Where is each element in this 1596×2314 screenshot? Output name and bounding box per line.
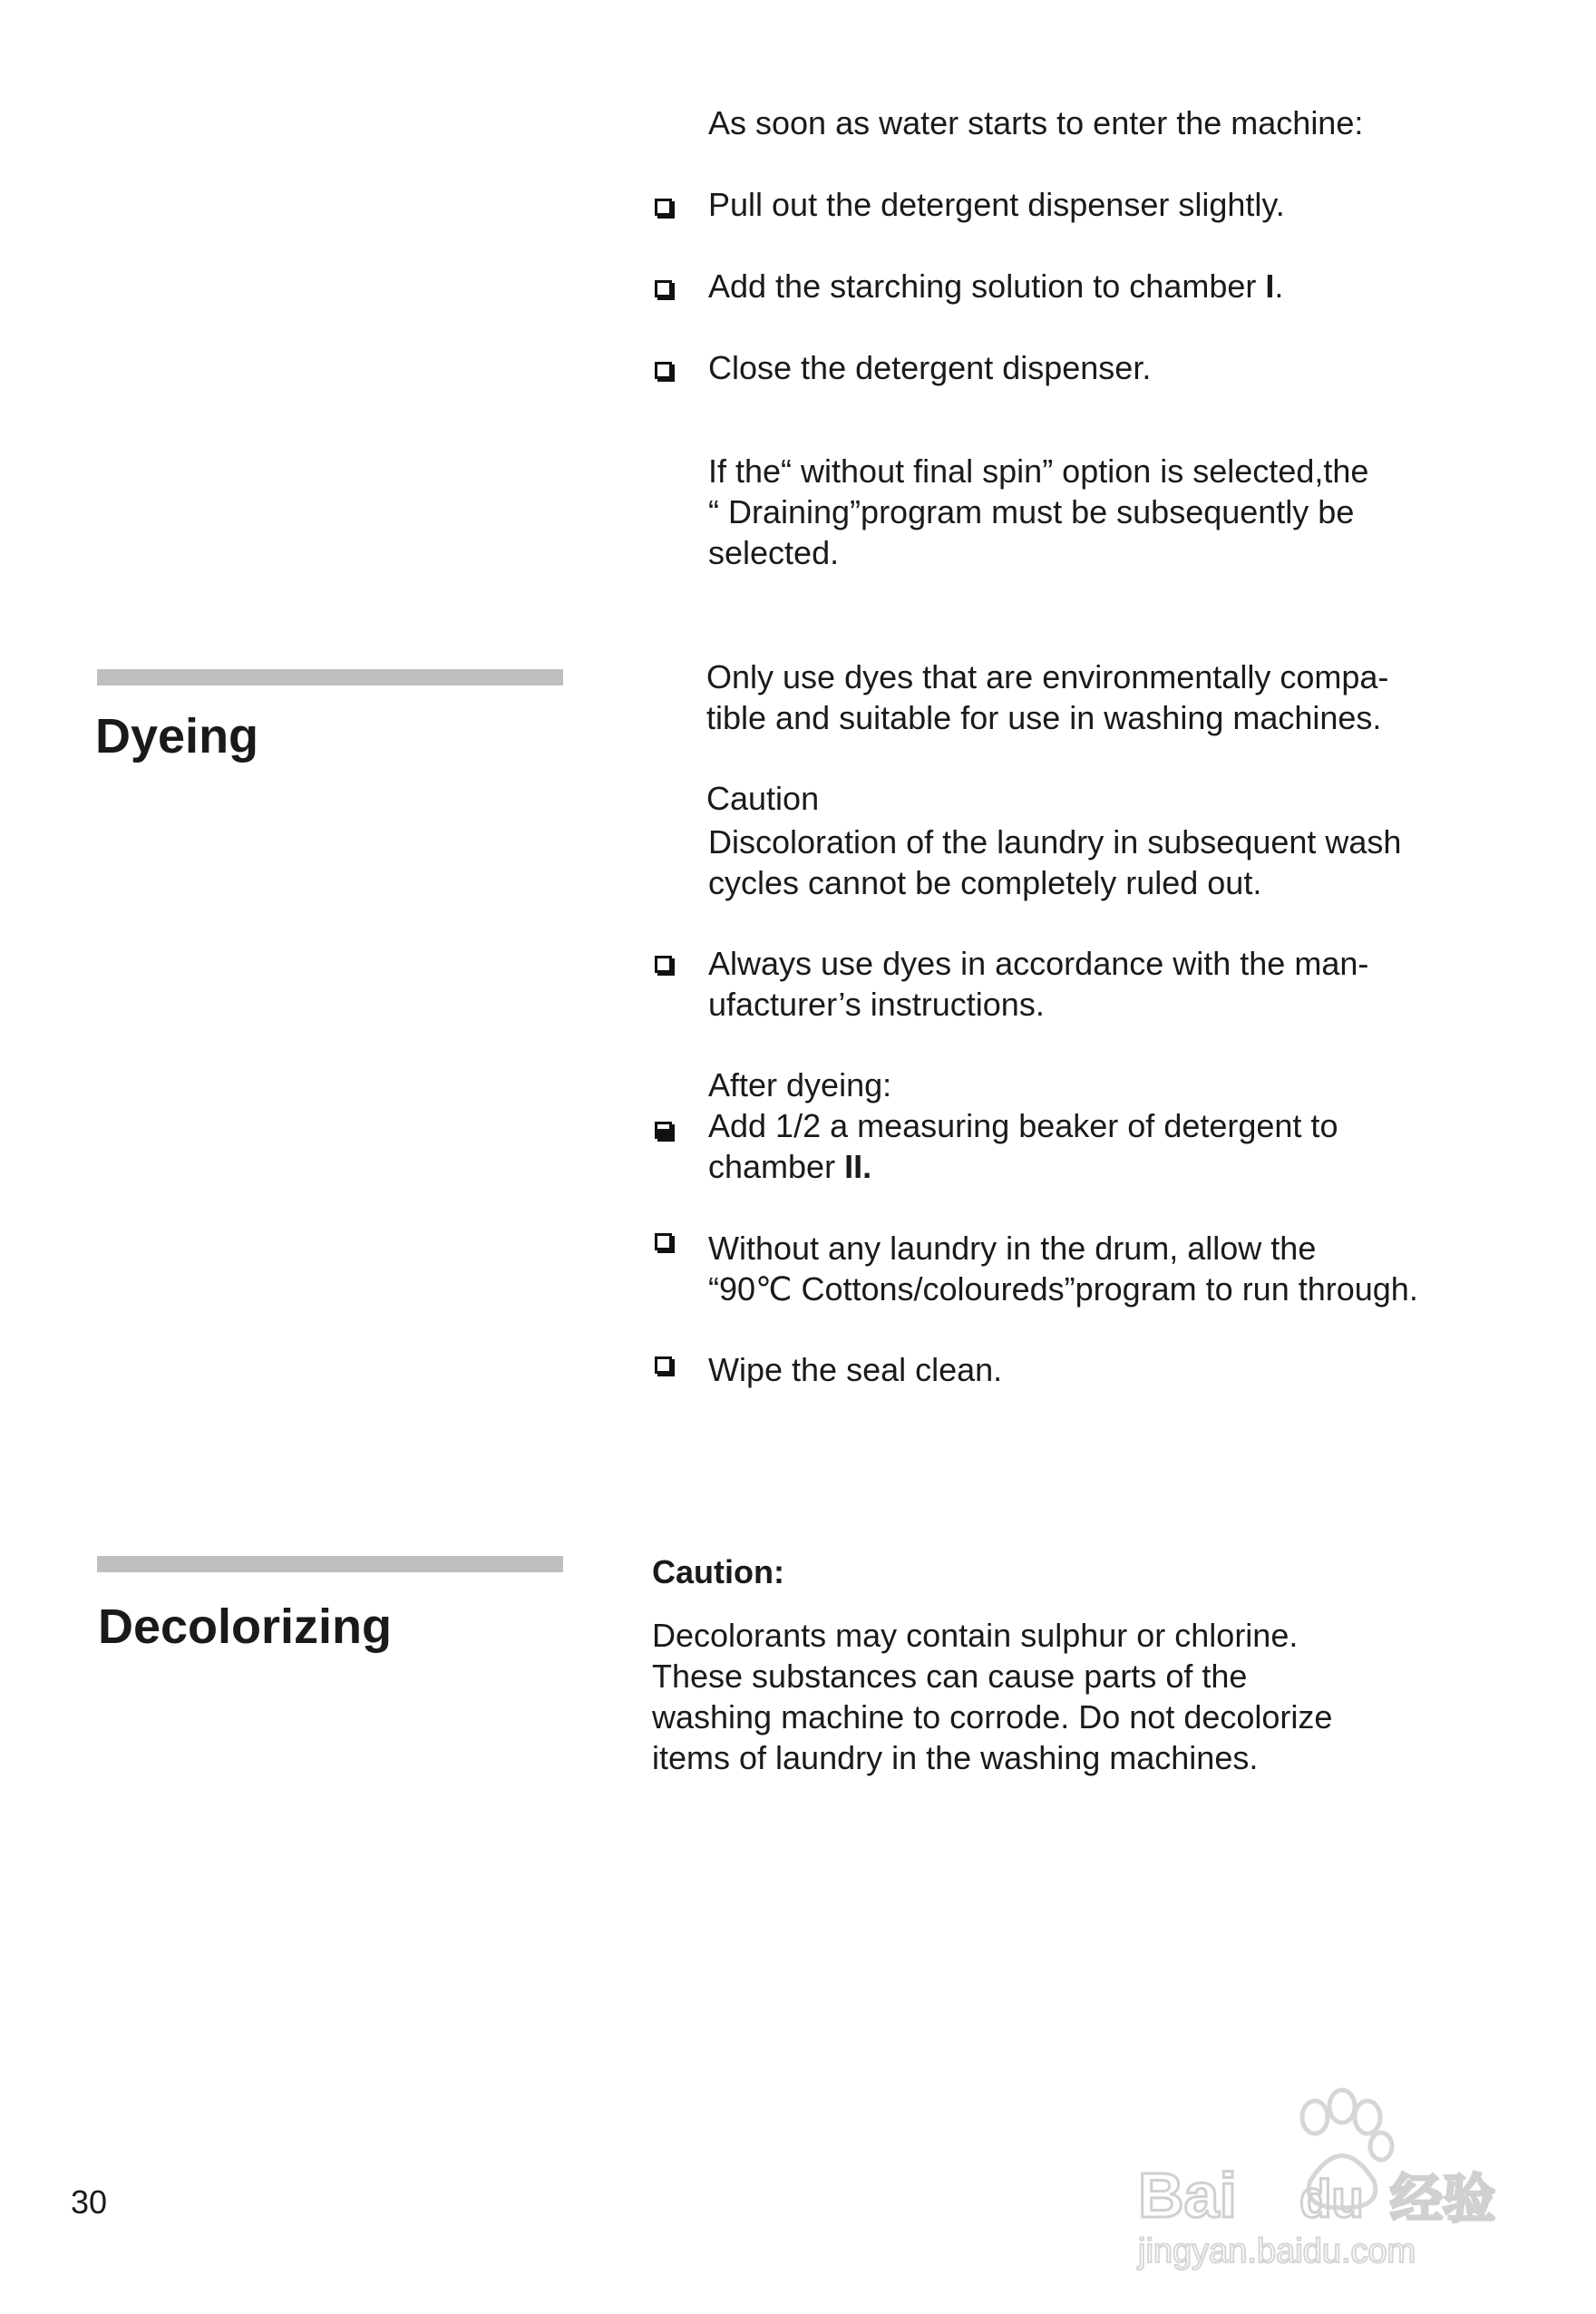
page-number: 30 xyxy=(71,2183,108,2221)
decolorizing-caution-title: Caution: xyxy=(652,1553,784,1590)
decolorizing-body-line-4: items of laundry in the washing machines. xyxy=(652,1739,1259,1776)
svg-text:du: du xyxy=(1299,2170,1364,2229)
checkbox-icon xyxy=(655,956,672,973)
dyeing-intro-line-1: Only use dyes that are environmentally compa- xyxy=(706,658,1389,695)
dyeing-step-3-line-1: Without any laundry in the drum, allow the xyxy=(708,1230,1317,1267)
decolorizing-body-line-3: washing machine to corrode. Do not decolorize xyxy=(652,1698,1333,1736)
dyeing-heading: Dyeing xyxy=(95,709,259,763)
section-divider xyxy=(97,1556,563,1572)
checkbox-icon xyxy=(655,199,672,216)
checkbox-icon xyxy=(655,1356,672,1374)
starch-note-line-1: If the“ without final spin” option is selected,the xyxy=(708,452,1369,490)
starch-intro: As soon as water starts to enter the machine: xyxy=(708,104,1364,141)
decolorizing-body-line-2: These substances can cause parts of the xyxy=(652,1658,1248,1695)
section-divider xyxy=(97,669,563,685)
baidu-jingyan-watermark xyxy=(1129,2081,1510,2271)
checkbox-icon xyxy=(655,1233,672,1250)
svg-text:经验: 经验 xyxy=(1390,2168,1496,2230)
svg-text:jingyan.baidu.com: jingyan.baidu.com xyxy=(1138,2232,1416,2270)
checkbox-icon xyxy=(655,362,672,379)
dyeing-intro-line-2: tible and suitable for use in washing machines. xyxy=(706,699,1382,736)
dyeing-caution-line-1: Discoloration of the laundry in subsequent wash xyxy=(708,823,1402,860)
checkbox-icon xyxy=(655,280,672,297)
decolorizing-body-line-1: Decolorants may contain sulphur or chlorine. xyxy=(652,1617,1299,1654)
dyeing-after-label: After dyeing: xyxy=(708,1066,892,1104)
dyeing-caution-title: Caution xyxy=(706,780,820,817)
dyeing-caution-line-2: cycles cannot be completely ruled out. xyxy=(708,864,1262,901)
starch-note-line-3: selected. xyxy=(708,534,840,571)
dyeing-step-1-line-1: Always use dyes in accordance with the man- xyxy=(708,945,1369,982)
checkbox-icon xyxy=(655,1122,672,1139)
dyeing-step-3-line-2: “90℃ Cottons/coloureds”program to run through. xyxy=(708,1270,1418,1308)
svg-text:Bai: Bai xyxy=(1138,2160,1237,2231)
dyeing-step-2-line-1: Add 1/2 a measuring beaker of detergent to xyxy=(708,1107,1338,1144)
starch-step-1: Pull out the detergent dispenser slightly. xyxy=(708,186,1285,223)
starch-step-3: Close the detergent dispenser. xyxy=(708,349,1152,386)
dyeing-step-2-line-2: chamber II. xyxy=(708,1148,872,1185)
starch-note-line-2: “ Draining”program must be subsequently be xyxy=(708,493,1355,530)
decolorizing-heading: Decolorizing xyxy=(98,1599,393,1654)
dyeing-step-1-line-2: ufacturer’s instructions. xyxy=(708,986,1045,1023)
starch-step-2: Add the starching solution to chamber I. xyxy=(708,267,1284,305)
baidu-paw-logo-icon xyxy=(1129,2081,1510,2271)
dyeing-step-4: Wipe the seal clean. xyxy=(708,1351,1003,1388)
